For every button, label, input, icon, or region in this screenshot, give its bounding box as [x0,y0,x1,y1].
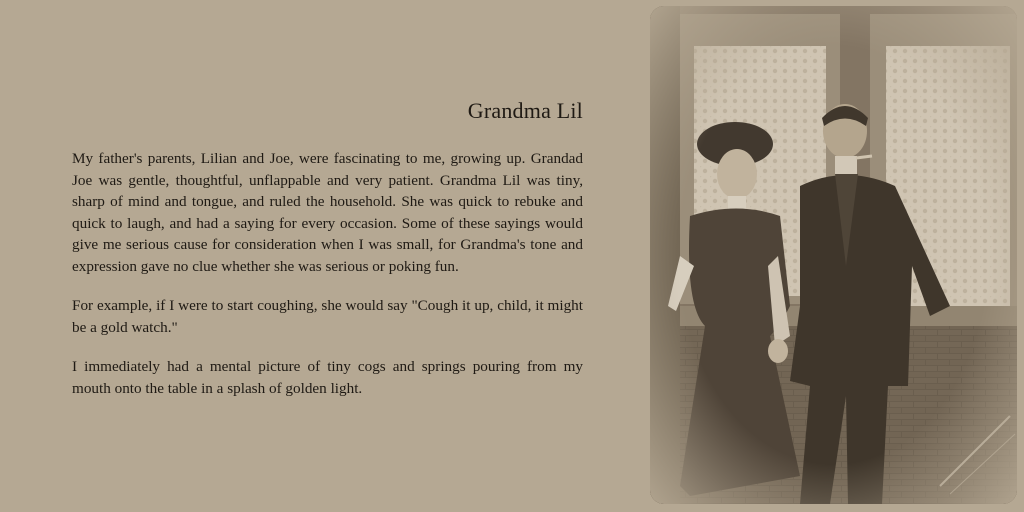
photo-vignette [650,6,1017,504]
vintage-couple-photo [650,6,1017,504]
story-paragraph-1: My father's parents, Lilian and Joe, were fascinating to me, growing up. Grandad Joe was gentle, thoughtful, unflappable and very patient. Grandma Lil was tiny, sharp of mind and tongue, and ruled the household. She was quick to rebuke and quick to laugh, and had a saying for every occasion. Some of these sayings would give me serious cause for consideration when I was small, for Grandma's tone and expression gave no clue whether she was serious or poking fun. [72,150,583,275]
page-title: Grandma Lil [467,98,583,123]
story-text-column [72,98,583,417]
photo-illustration [650,6,1017,504]
story-paragraph-2: For example, if I were to start coughing, she would say "Cough it up, child, it might be a gold watch." [72,297,583,336]
story-paragraph-3: I immediately had a mental picture of tiny cogs and springs pouring from my mouth onto the table in a splash of golden light. [72,358,583,397]
